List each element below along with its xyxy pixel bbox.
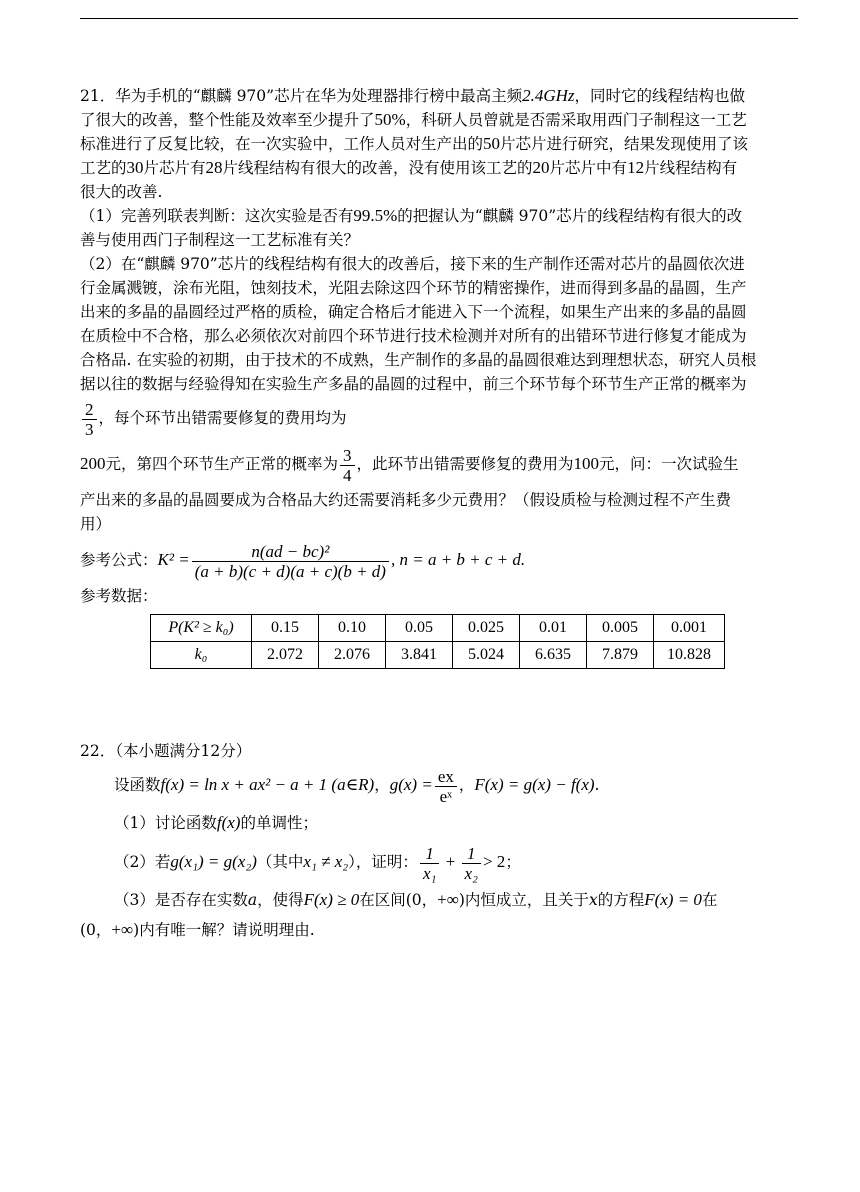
reciprocal-x2: $\frac{1}{\text{x₂}}$ [462, 844, 481, 883]
table-cell: 3.841 [386, 642, 453, 669]
q22-part-2: （2）若g(x₁) = g(x₂)（其中x₁ ≠ x₂），证明： $\frac{1}{\text{x₁}}$ + $\frac{1}{\text{x₂}}$ > 2； [114, 843, 521, 883]
table-cell: 7.879 [587, 642, 654, 669]
percent-99-5: 99.5% [353, 206, 398, 225]
q22-part-1: （1）讨论函数f(x)的单调性； [114, 813, 318, 832]
question-21 [80, 84, 798, 669]
table-row-probability [151, 615, 725, 642]
exam-page [80, 84, 798, 945]
q22-part-3-line-1: （3）是否存在实数a，使得F(x) ≥ 0在区间(0，+∞)内恒成立，且关于x的方程F(x) = 0在 [114, 890, 718, 909]
table-cell: 2.076 [319, 642, 386, 669]
q21-line-5: 很大的改善. [80, 183, 163, 201]
chi-square-fraction: $\frac{\text{n(ad − bc)²}}{(a + b)(c + d)(a + c)(b + d)}$ [192, 542, 389, 581]
table-cell: 0.005 [587, 615, 654, 642]
q21-sub2-line-2: 行金属溅镀，涂布光阻，蚀刻技术，光阻去除这四个环节的精密操作，进而得到多晶的晶圆，生产 [80, 279, 747, 297]
q21-line-1: 21．华为手机的“麒麟 970”芯片在华为处理器排行榜中最高主频2.4GHz，同时它的线程结构也做 [80, 86, 746, 105]
table-cell: 2.072 [252, 642, 319, 669]
q21-sub2-line-8: 200元，第四个环节生产正常的概率为 $\frac{3}{4}$ ，此环节出错需要修复的费用为100元，问：一次试验生 [80, 445, 739, 485]
critical-value-table [150, 614, 725, 669]
table-cell: 5.024 [453, 642, 520, 669]
percent-50: 50% [374, 110, 406, 129]
table-cell: 0.025 [453, 615, 520, 642]
top-rule [80, 18, 798, 19]
q21-sub2-line-1: （2）在“麒麟 970”芯片的线程结构有很大的改善后，接下来的生产制作还需对芯片的晶圆依次进 [80, 255, 745, 273]
table-cell: 0.15 [252, 615, 319, 642]
reference-formula: 参考公式：K² = $\frac{\text{n(ad − bc)²}}{(a + b)(c + d)(a + c)(b + d)}$ , n = a + b + c + d. [80, 541, 526, 581]
table-cell: 0.001 [654, 615, 725, 642]
table-cell: 0.05 [386, 615, 453, 642]
table-cell: 0.01 [520, 615, 587, 642]
table-header-k0: k₀ [151, 642, 252, 669]
reciprocal-x1: $\frac{1}{\text{x₁}}$ [420, 844, 439, 883]
reference-data-label: 参考数据： [80, 587, 158, 605]
q21-sub2-line-3: 出来的多晶的晶圆经过严格的质检，确定合格后才能进入下一个流程，如果生产出来的多晶的晶圆 [80, 303, 747, 321]
q21-sub2-line-10: 用） [80, 515, 112, 533]
q21-sub1-line-1: （1）完善列联表判断：这次实验是否有99.5%的把握认为“麒麟 970”芯片的线程结构有很大的改 [80, 206, 743, 225]
table-cell: 6.635 [520, 642, 587, 669]
question-22 [80, 739, 798, 945]
q21-line-2: 了很大的改善，整个性能及效率至少提升了50%，科研人员曾就是否需采取用西门子制程这一工艺 [80, 110, 747, 129]
fraction-three-quarters: $\frac{3}{4}$ [340, 446, 355, 485]
q21-sub2-line-6: 据以往的数据与经验得知在实验生产多晶的晶圆的过程中，前三个环节每个环节生产正常的概率为 [80, 375, 747, 393]
q22-part-3-line-2: (0，+∞)内有唯一解？请说明理由. [80, 920, 315, 939]
q21-sub2-line-5: 合格品. 在实验的初期，由于技术的不成熟，生产制作的多晶的晶圆很难达到理想状态，研究人员根 [80, 351, 757, 369]
q22-title: 22．（本小题满分12分） [80, 742, 252, 760]
fraction-two-thirds: $\frac{2}{3}$ [82, 400, 97, 439]
q22-definition: 设函数f(x) = ln x + ax² − a + 1 (a∈R)，g(x) = $\frac{ex}{\text{eˣ}}$ ，F(x) = g(x) − f(x). [114, 766, 600, 806]
g-fraction: $\frac{ex}{\text{eˣ}}$ [435, 767, 457, 806]
q21-sub1-line-2: 善与使用西门子制程这一工艺标准有关？ [80, 231, 360, 249]
table-cell: 0.10 [319, 615, 386, 642]
q21-sub2-line-9: 产出来的多晶的晶圆要成为合格品大约还需要消耗多少元费用？（假设质检与检测过程不产生费 [80, 491, 732, 509]
q21-line-4: 工艺的30片芯片有28片线程结构有很大的改善，没有使用该工艺的20片芯片中有12片线程结构有 [80, 158, 738, 177]
q21-sub2-line-4: 在质检中不合格，那么必须依次对前四个环节进行技术检测并对所有的出错环节进行修复才能成为 [80, 327, 747, 345]
q21-line-3: 标准进行了反复比较，在一次实验中，工作人员对生产出的50片芯片进行研究，结果发现使用了该 [80, 134, 749, 153]
table-row-k0 [151, 642, 725, 669]
table-header-p: P(K² ≥ k₀) [151, 615, 252, 642]
table-cell: 10.828 [654, 642, 725, 669]
frequency-value: 2.4GHz [522, 86, 575, 105]
q21-sub2-line-7: $\frac{2}{3}$ ，每个环节出错需要修复的费用均为 [80, 396, 798, 440]
